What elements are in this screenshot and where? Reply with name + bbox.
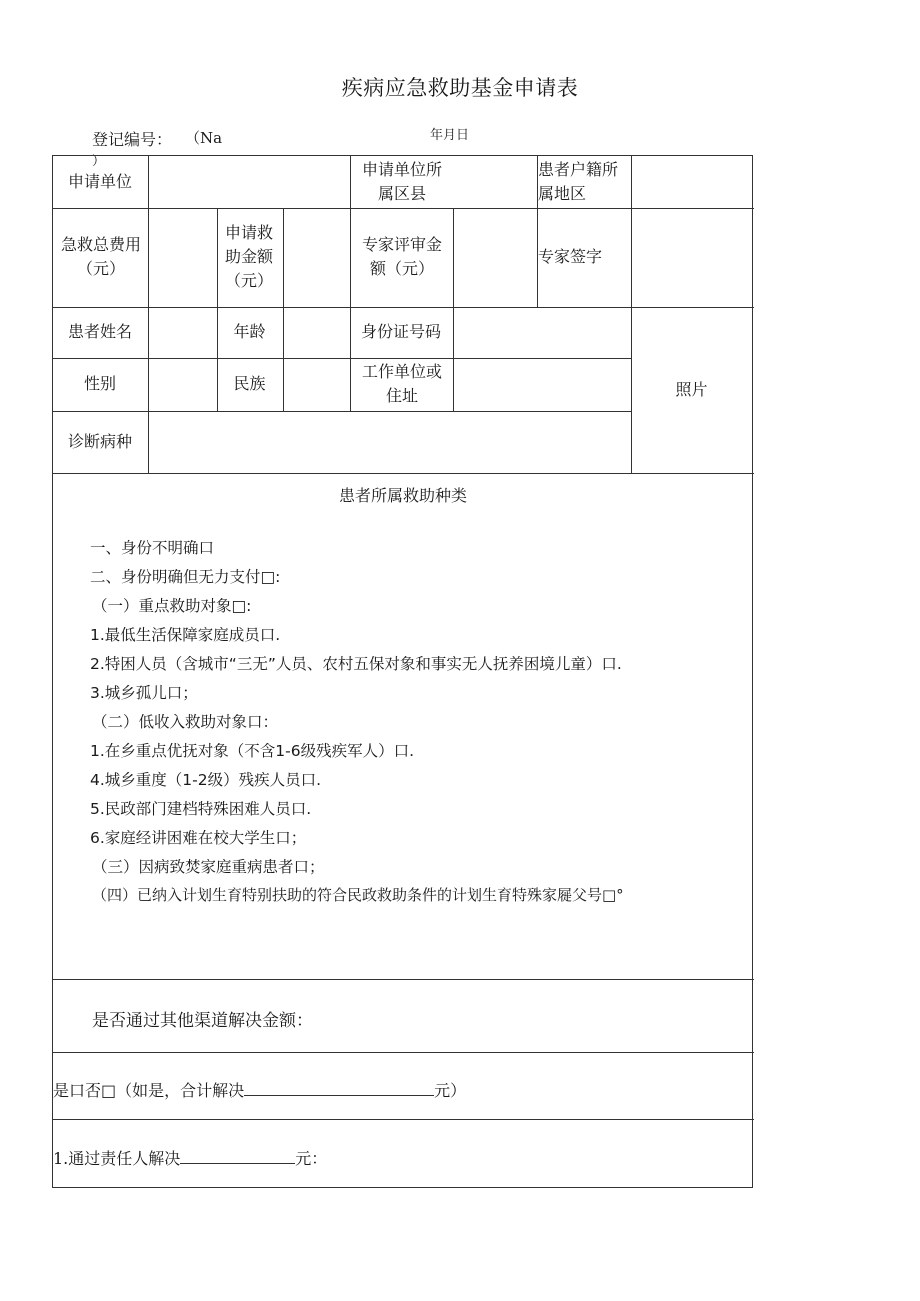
responsible-party-row — [53, 1146, 327, 1169]
work-or-address-input[interactable] — [453, 358, 630, 410]
other-channels-question: 是否通过其他渠道解决金额： — [92, 1011, 313, 1031]
total-resolved-amount-blank[interactable] — [244, 1079, 434, 1096]
row-divider — [53, 1119, 754, 1120]
applicant-district-input[interactable] — [452, 156, 536, 208]
ethnicity-input[interactable] — [283, 358, 349, 410]
date-field[interactable]: 年月日 — [430, 128, 470, 143]
apply-amount-input[interactable] — [283, 208, 349, 306]
age-label: 年龄 — [233, 322, 266, 341]
category-item[interactable]: 2.特困人员（含城市“三无”人员、农村五保对象和事实无人抚养困境儿童）口. — [90, 655, 622, 673]
applicant-unit-label: 申请单位 — [67, 172, 132, 191]
category-item[interactable]: （二）低收入救助对象口： — [92, 713, 279, 731]
responsible-party-prefix: 1.通过责任人解决 — [53, 1149, 181, 1168]
gender-label: 性别 — [83, 374, 116, 393]
category-item[interactable]: 6.家庭经讲困难在校大学生口； — [90, 829, 307, 847]
aid-category-title: 患者所属救助种类 — [338, 486, 467, 505]
applicant-unit-input[interactable] — [148, 156, 349, 208]
total-cost-label: 急救总费用（元） — [60, 235, 141, 278]
total-cost-input[interactable] — [148, 208, 216, 306]
category-item[interactable]: （一）重点救助对象□: — [92, 597, 252, 615]
category-item[interactable]: 二、身份明确但无力支付□: — [90, 568, 281, 586]
other-channels-answer-row — [53, 1078, 466, 1101]
id-number-input[interactable] — [453, 307, 630, 357]
row-divider — [53, 473, 754, 474]
category-item[interactable]: 4.城乡重度（1-2级）残疾人员口. — [90, 771, 322, 789]
category-item[interactable]: 3.城乡孤儿口； — [90, 684, 198, 702]
expert-signature-label: 专家签字 — [538, 247, 603, 266]
category-item[interactable]: （三）因病致焚家庭重病患者口； — [92, 858, 325, 876]
diagnosis-input[interactable] — [148, 411, 630, 472]
registration-number-close-paren: ） — [92, 154, 106, 169]
responsible-party-amount-blank[interactable] — [180, 1147, 295, 1164]
expert-amount-label: 专家评审金额（元） — [361, 235, 442, 278]
expert-signature-input[interactable] — [631, 208, 752, 306]
ethnicity-label: 民族 — [233, 374, 266, 393]
expert-amount-input[interactable] — [453, 208, 536, 306]
other-channels-answer-prefix[interactable]: 是口否□（如是，合计解决 — [53, 1081, 245, 1100]
category-item[interactable]: 1.在乡重点优抚对象（不含1-6级残疾军人）口. — [90, 742, 415, 760]
other-channels-answer-suffix: 元） — [434, 1081, 467, 1100]
patient-name-input[interactable] — [148, 307, 216, 357]
category-item[interactable]: 一、身份不明确口 — [90, 539, 215, 557]
patient-name-label: 患者姓名 — [67, 322, 132, 341]
category-item[interactable]: 5.民政部门建档特殊困难人员口. — [90, 800, 312, 818]
row-divider — [53, 1052, 754, 1053]
responsible-party-suffix: 元： — [295, 1149, 328, 1168]
registration-number-value[interactable]: （Na — [185, 129, 223, 147]
id-number-label: 身份证号码 — [360, 322, 441, 341]
apply-amount-label: 申请救助金额（元） — [224, 223, 273, 290]
age-input[interactable] — [283, 307, 349, 357]
work-or-address-label: 工作单位或住址 — [361, 362, 442, 405]
col-divider — [350, 156, 351, 411]
photo-box[interactable]: 照片 — [675, 379, 708, 399]
category-item[interactable]: 1.最低生活保障家庭成员口. — [90, 626, 281, 644]
patient-hukou-region-input[interactable] — [631, 156, 752, 208]
category-item[interactable]: （四）已纳入计划生育特别扶助的符合民政救助条件的计划生育特殊家屣父号□° — [92, 886, 624, 904]
page-title: 疾病应急救助基金申请表 — [341, 76, 579, 100]
applicant-district-label: 申请单位所属区县 — [361, 160, 442, 203]
registration-number-label: 登记编号： — [92, 130, 173, 149]
patient-hukou-region-label: 患者户籍所属地区 — [538, 160, 619, 203]
gender-input[interactable] — [148, 358, 216, 410]
diagnosis-label: 诊断病种 — [67, 431, 132, 451]
row-divider — [53, 979, 754, 980]
